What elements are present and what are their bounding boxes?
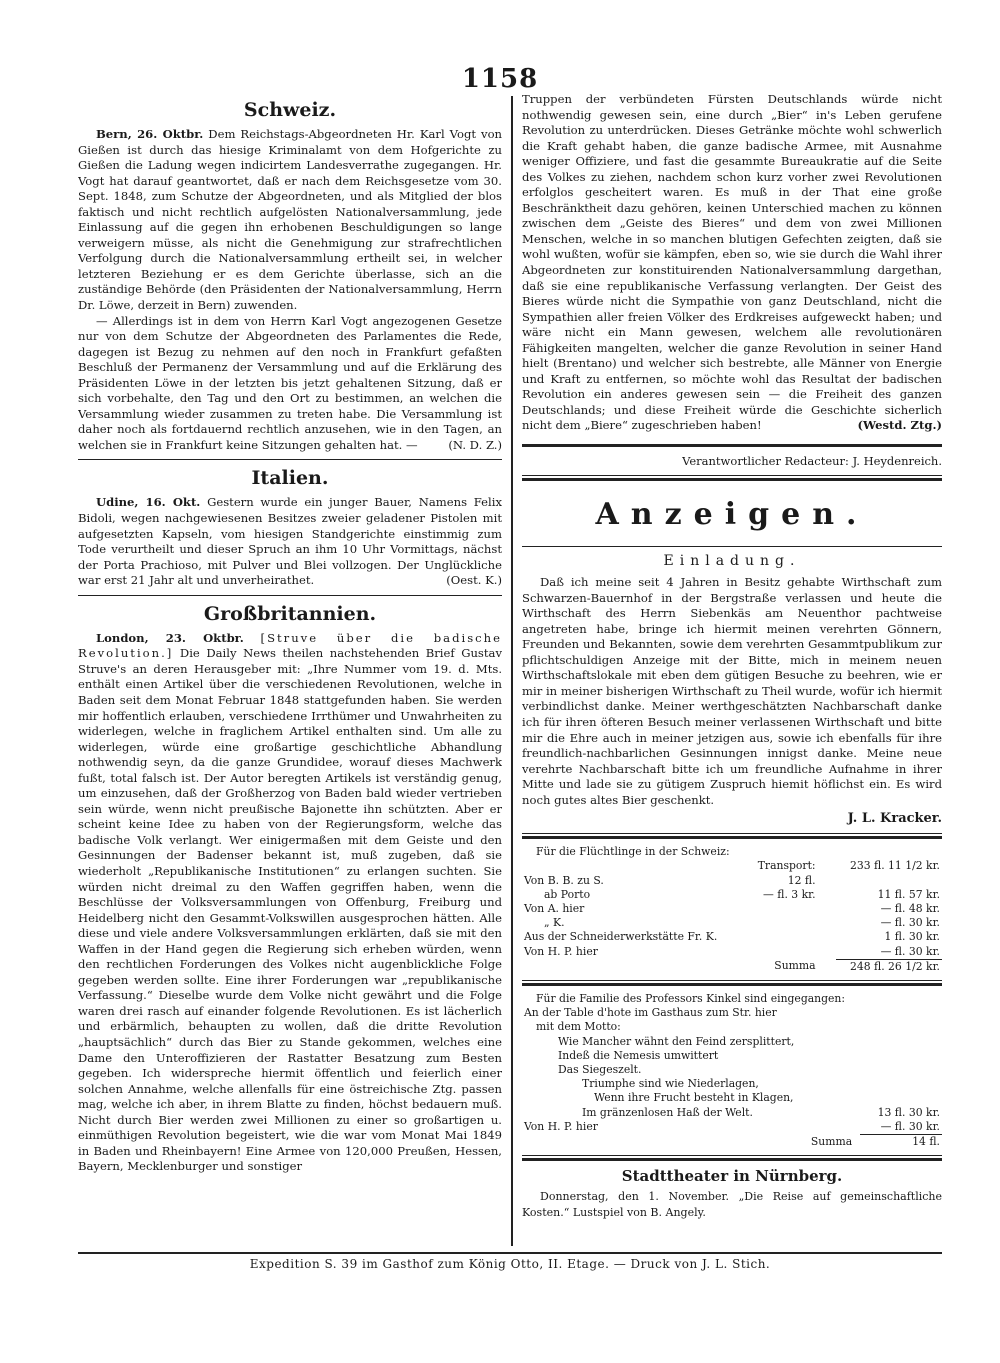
row-mid: 12 fl. [787,873,816,887]
row-mid [745,916,835,930]
motto-line [522,1049,942,1063]
row-amount: — fl. 30 kr. [880,944,940,958]
article-london-subject: [Struve über die badische Revolution.] [78,630,502,661]
motto-text: Im gränzenlosen Haß der Welt. [582,1105,753,1119]
separator [522,1155,942,1161]
table-row [522,845,942,859]
fluechtlinge-title: Für die Flüchtlinge in der Schweiz: [536,845,730,859]
editor-line: Verantwortlicher Redacteur: J. Heydenreich. [682,454,942,469]
theater-text: Donnerstag, den 1. November. „Die Reise auf gemeinschaftliche Kosten.“ Lustspiel von B. Angely. [522,1190,942,1219]
source-bern: (N. D. Z.) [448,437,502,452]
transport-label: Transport: [757,859,816,873]
article-udine [78,495,502,588]
article-london [78,631,502,1175]
row-mid [745,945,835,960]
dateline-bern: Bern, 26. Oktbr. [96,127,204,141]
right-column [522,92,942,1240]
table-row [522,859,942,873]
column-divider [511,96,513,1246]
table-row [522,902,942,916]
einladung-text: Daß ich meine seit 4 Jahren in Besitz gehabte Wirthschaft zum Schwarzen-Bauernhof in der Bergstraße verlassen und heute die Wirthschaft des Herrn Siebenkäs am Neuenthor pachtweise angetreten habe, bringe ich hiermit meinen verehrten Gönnern, Freunden und Bekannten, sowie dem verehrten Gesammtpublikum zur pflichtschuldigen Anzeige mit der Bitte, mich in meinem neuen Wirthschaftslokale mit eben dem gütigen Besuche zu beehren, wie er mir in meiner bisherigen Wirthschaft zu Theil wurde, wofür ich hiermit verbindlichst danke. Meiner werthgeschätzten Nachbarschaft danke ich für ihren öfteren Besuch meiner verlassenen Wirthschaft und bitte mir die Ehre auch in meiner jetzigen aus, sowie ich ebenfalls für ihre freundlich-nachbarlichen Gesinnungen innigst danke. Meine neue verehrte Nachbarschaft bitte ich um freundliche Aufnahme in ihrer Mitte und lade sie zu gütigem Zuspruch hiemit höflichst ein. Es wird noch gutes altes Bier geschenkt. [522,575,942,807]
anzeigen-heading: Anzeigen. [595,497,869,533]
heading-schweiz: Schweiz. [243,99,337,121]
motto-line [522,1091,942,1105]
summa-value: 248 fl. 26 1/2 kr. [836,959,942,974]
kinkel-line2: mit dem Motto: [536,1020,621,1034]
table-row [522,888,942,902]
table-row [522,916,942,930]
row-amount: 1 fl. 30 kr. [884,930,940,944]
row-mid [745,930,835,944]
heading-grossbritannien: Großbritannien. [203,602,377,625]
kinkel-title: Für die Familie des Professors Kinkel sind eingegangen: [536,992,846,1006]
heading-italien: Italien. [251,467,329,490]
theater-title: Stadttheater in Nürnberg. [621,1167,843,1186]
motto-text: Das Siegeszelt. [558,1063,642,1077]
separator [78,595,502,596]
row-mid: — fl. 3 kr. [763,887,816,901]
article-london-text: Die Daily News theilen nachstehenden Brief Gustav Struve's an deren Herausgeber mit: „Ihre Nummer vom 19. d. Mts. enthält einen Artikel über die verschiedenen Revolutionen, welche in Baden seit dem Monat Februar 1848 stattgefunden haben. Sie werden mir hoffentlich erlauben, verschiedene Irrthümer und Unwahrheiten zu widerlegen, welche in fraglichem Artikel enthalten sind. Um alle zu widerlegen, würde eine großartige geschichtliche Abhandlung nothwendig seyn, da die ganze Grundidee, worauf dieses Machwerk fußt, total falsch ist. Der Autor beregten Artikels ist verständig genug, um einzusehen, daß der Großherzog von Baden bald wieder vertrieben sein würde, wenn nicht preußische Bajonette ihn schützten. Aber er scheint keine Idee zu haben von der Regierungsform, welche das badische Volk verlangt. Wer einigermaßen mit dem Geiste und den Gesinnungen der Badenser bekannt ist, muß zugeben, daß sie wiederholt „Republikanische Institutionen“ zu erlangen suchten. Sie würden nicht dreimal zu den Waffen gegriffen haben, wenn die Beschlüsse der Volksversammlungen von Offenburg, Freiburg und Heidelberg nicht den Gesammt-Volkswillen ausgesprochen hätten. Alle diese und viele andere Volksversammlungen erklärten, daß sie mit den Waffen in der Hand gegen die Regierung sich erheben würden, wenn den rechtlichen Forderungen des Volkes nicht augenblickliche Folge gegeben werden sollte. Eine ihrer Forderungen war „republikanische Verfassung.“ Dieselbe wurde dem Volke nicht gewährt und die Folge waren drei rasch auf einander folgende Revolutionen. Es ist lächerlich und erbärmlich, behaupten zu wollen, daß die dritte Revolution „hauptsächlich“ durch das Bier zu Stande gekommen, welches eine Dame den Unteroffizieren der Rastatter Besatzung zum Besten gegeben. Ich widerspreche hiermit öffentlich und feierlich einer solchen Annahme, welche allenfalls für eine östreichische Ztg. passen mag, welche ich aber, in ihrem Blatte zu finden, höchst bedauern muß. Nicht durch Bier werden zwei Millionen zu einer so großartigen u. einmüthigen Revolution begeistert, wie die war vom Monat Mai 1849 in Baden und Rheinbayern! Eine Armee von 120,000 Preußen, Hessen, Bayern, Mecklenburger und sonstiger [78,646,502,1174]
row-amount: — fl. 30 kr. [880,1119,940,1133]
page-number: 1158 [461,64,539,94]
motto-text: Wenn ihre Frucht besteht in Klagen, [594,1091,794,1105]
article-bern-text: Dem Reichstags-Abgeordneten Hr. Karl Vogt von Gießen ist durch das hiesige Kriminalamt von dem Hofgerichte zu Gießen die Ladung wegen indicirtem Landesverrathe zugegangen. Hr. Vogt hat darauf geantwortet, daß er nach dem Reichsgesetze vom 30. Sept. 1848, zum Schutze der Abgeordneten, und als Mitglied der blos faktisch und nicht rechtlich aufgelösten Nationalversammlung, jede Einlassung auf die gegen ihn erhobenen Beschuldigungen so lange verweigern müsse, als nicht die Genehmigung zur strafrechtlichen Verfolgung durch die Nationalversammlung ertheilt sei, in welcher letzteren Beziehung er es dem Gerichte überlasse, sich an die zuständige Behörde (den Präsidenten der Nationalversammlung, Herrn Dr. Löwe, derzeit in Bern) zuwenden. [78,127,502,313]
row-amount: — fl. 30 kr. [880,916,940,930]
left-column [78,92,502,1240]
article-bern-cont [78,314,502,454]
row-label: Aus der Schneiderwerkstätte Fr. K. [524,930,718,944]
motto-line [522,1077,942,1091]
row-label: ab Porto [544,887,591,901]
motto-line [522,1035,942,1049]
separator [522,444,942,447]
row-label: Von B. B. zu S. [524,873,604,887]
row-amount: — fl. 48 kr. [880,902,940,916]
motto-line [522,1106,942,1120]
article-udine-text: Gestern wurde ein junger Bauer, Namens Felix Bidoli, wegen nachgewiesenen Besitzes zweier geladener Pistolen mit aufgesetzten Kapseln, vom hiesigen Standgerichte einstimmig zum Tode verurtheilt und dieser Spruch an ihm 10 Uhr Vormittags, nächst der Porta Prachioso, mit Pulver und Blei vollzogen. Der Unglückliche war erst 21 Jahr alt und unverheirathet. [78,495,502,588]
separator [522,833,942,839]
separator [522,475,942,481]
motto-amount: 13 fl. 30 kr. [877,1105,940,1119]
table-row [522,1020,942,1034]
einladung-signature: J. L. Kracker. [847,811,942,827]
dateline-london: London, 23. Oktbr. [96,630,244,645]
separator [522,546,942,547]
einladung-heading: Einladung. [663,553,801,570]
table-row [522,1120,942,1135]
row-amount [836,874,942,888]
kinkel-table [522,992,942,1149]
table-row [522,1135,942,1150]
motto-text: Indeß die Nemesis umwittert [558,1048,719,1062]
table-row [522,930,942,944]
motto-text: Triumphe sind wie Niederlagen, [582,1077,759,1091]
motto-text: Wie Mancher wähnt den Feind zersplittert, [558,1034,795,1048]
article-bern-text-2: — Allerdings ist in dem von Herrn Karl Vogt angezogenen Gesetze nur von dem Schutze der Abgeordneten des Parlamentes die Rede, dagegen ist Bezug zu nehmen auf den noch in Frankfurt gefaßten Beschluß der Permanenz der Versammlung und auf die Erklärung des Präsidenten Löwe in der letzten bis jetzt gehaltenen Sitzung, daß er sich vorbehalte, den Tag und den Ort zu bestimmen, an welchen die Versammlung wieder zusammen zu treten habe. Die Versammlung ist daher noch als fortdauernd rechtlich anzusehen, wie in den Tagen, an welchen sie in Frankfurt keine Sitzungen gehalten hat. — [78,313,502,452]
source-udine: (Oest. K.) [446,573,502,588]
fluechtlinge-table [522,845,942,974]
dateline-udine: Udine, 16. Okt. [96,495,201,510]
row-label: Von H. P. hier [524,1119,598,1133]
row-label: Von A. hier [524,902,585,916]
continuation-text: Truppen der verbündeten Fürsten Deutschlands würde nicht nothwendig gewesen sein, eine durch „Bier“ in's Leben gerufene Revolution zu unterdrücken. Dieses Getränke möchte wohl schwerlich die Kraft gehabt haben, die ganze badische Armee, mit Ausnahme weniger Offiziere, und fast die gesammte Bureaukratie auf die Seite des Volkes zu ziehen, nachdem schon kurz vorher zwei Revolutionen erfolglos gescheitert waren. Es muß in der That eine große Beschränktheit dazu gehören, keinen Unterschied machen zu können zwischen dem „Geiste des Bieres“ und dem von zwei Millionen Menschen, welche in so manchen blutigen Gefechten zeigten, daß sie wohl wußten, wofür sie kämpfen, eben so, wie sie durch die Wahl ihrer Abgeordneten zur konstituirenden Nationalversammlung dargethan, daß sie eine republikanische Verfassung verlangten. Der Geist des Bieres würde nicht die Sympathie von ganz Deutschland, nicht die Sympathien aller freien Völker des Erdkreises aufgeweckt haben; und wäre nicht ein Mann gewesen, welchem alle revolutionären Fähigkeiten mangelten, welcher die ganze Revolution in seiner Hand hielt (Brentano) und welcher sich bestrebte, alle Männer von Energie und Kraft zu entfernen, so möchte wohl das Resultat der badischen Revolution ein anderes gewesen sein — die Freiheit des ganzen Deutschlands; und diese Freiheit würde die Geschichte sicherlich nicht dem „Biere“ zugeschrieben haben! [522,92,942,433]
row-amount: 11 fl. 57 kr. [877,887,940,901]
kinkel-line1: An der Table d'hote im Gasthaus zum Str. hier [524,1006,777,1020]
footer-imprint: Expedition S. 39 im Gasthof zum König Otto, II. Etage. — Druck von J. L. Stich. [78,1252,942,1271]
table-row [522,945,942,960]
source-westd: (Westd. Ztg.) [857,418,942,433]
summa-value: 14 fl. [860,1135,942,1150]
article-bern [78,127,502,314]
row-label: Von H. P. hier [524,944,598,958]
table-row [522,874,942,888]
motto-line [522,1063,942,1077]
summa-label: Summa [810,1134,853,1148]
table-row [522,1006,942,1020]
separator [78,459,502,460]
article-london-continuation [522,92,942,434]
row-mid [745,902,835,916]
separator [522,980,942,986]
transport-value: 233 fl. 11 1/2 kr. [849,859,940,873]
table-row [522,992,942,1006]
summa-label: Summa [774,959,816,973]
table-row [522,959,942,974]
row-label: „ K. [544,916,565,930]
